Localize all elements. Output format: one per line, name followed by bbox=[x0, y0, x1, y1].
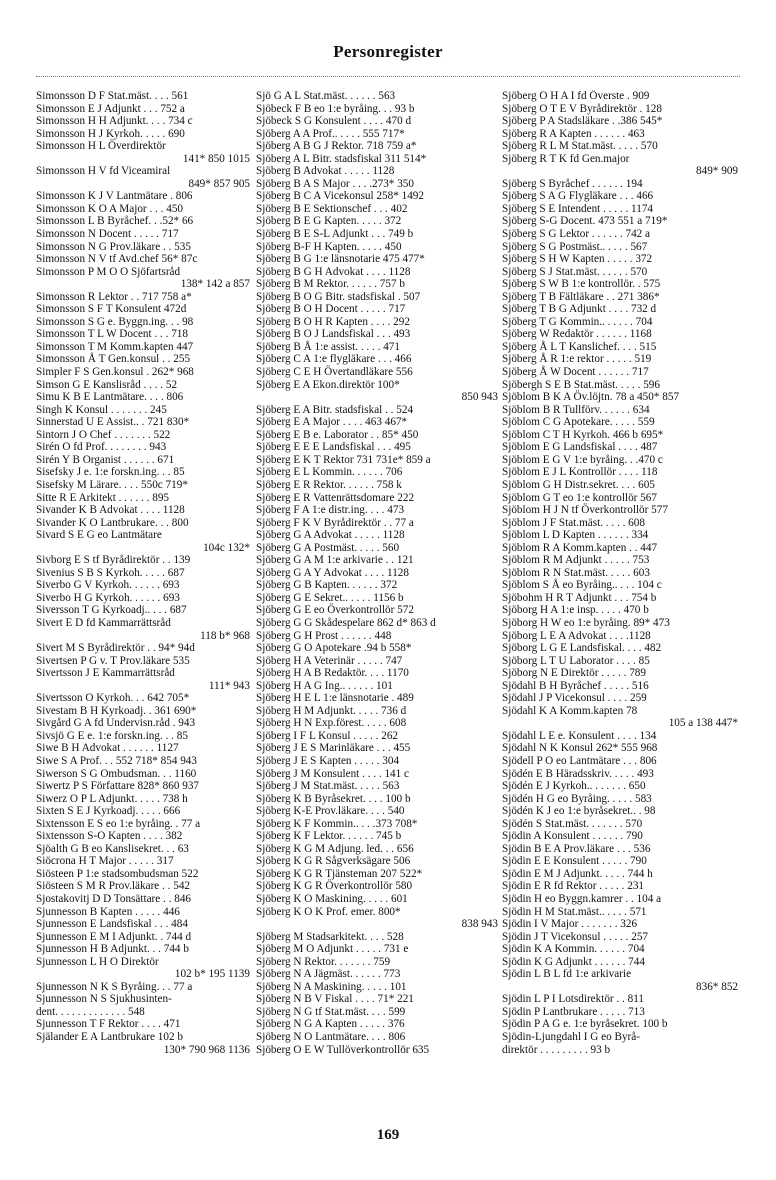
register-entry-line: Sisefsky J e. 1:e forskn.ing. . . 85 bbox=[36, 466, 185, 479]
register-entry-line: Sjöberg K G M Adjung. led. . . 656 bbox=[256, 842, 414, 855]
register-entry-line: Sjöblom L D Kapten . . . . . . 334 bbox=[502, 529, 649, 542]
register-entry-line: Sjostakovitj D D Tonsättare . . 846 bbox=[36, 893, 192, 905]
register-entry-line: Singh K Konsul . . . . . . . 245 bbox=[36, 403, 167, 416]
register-entry-line: Sivander K O Lantbrukare. . . 800 bbox=[36, 516, 189, 529]
register-entry-line: Sjöberg R A Kapten . . . . . . 463 bbox=[502, 127, 645, 140]
register-entry-line: Sjöborg H W eo 1:e byråing. 89* 473 bbox=[502, 616, 670, 629]
register-entry-line: Sjöberg Å R 1:e rektor . . . . . 519 bbox=[502, 353, 652, 366]
register-entry-line: Sjöberg K O K Prof. emer. 800* bbox=[256, 905, 401, 918]
register-entry-line: Sjöberg K B Byråsekret. . . . 100 b bbox=[256, 792, 411, 805]
register-entry-line: Sjöberg G A Postmäst. . . . . 560 bbox=[256, 541, 400, 554]
register-entry-line: Sjöberg G E eo Överkontrollör 572 bbox=[256, 604, 414, 617]
register-entry-line: Sjödin E R fd Rektor . . . . . 231 bbox=[502, 880, 645, 893]
register-entry-line: Sjöberg H E L 1:e länsnotarie . 489 bbox=[256, 692, 414, 705]
register-entry-line: Sinnerstad U E Assist.. . 721 830* bbox=[36, 416, 190, 429]
register-entry-line: 104c 132* bbox=[203, 541, 250, 554]
register-entry-line: Sjöberg S-G Docent. 473 551 a 719* bbox=[502, 215, 668, 228]
register-entry-line: Sjunnesson N K S Byråing. . . 77 a bbox=[36, 980, 193, 993]
register-entry-line: Sitte R E Arkitekt . . . . . . 895 bbox=[36, 491, 170, 504]
register-entry-line: Sjöblom J F Stat.mäst. . . . . 608 bbox=[502, 516, 645, 529]
register-entry-line: Sjöberg B O H R Kapten . . . . 292 bbox=[256, 315, 410, 328]
register-entry-line: Sjödin A Konsulent . . . . . . 790 bbox=[502, 830, 643, 843]
register-entry-line: Sjöberg N G tf Stat.mäst. . . . 599 bbox=[256, 1005, 406, 1018]
register-entry-line: Sjödin K G Adjunkt . . . . . . 744 bbox=[502, 955, 645, 968]
register-entry-line: Sjöblom C G Apotekare. . . . . 559 bbox=[502, 416, 655, 429]
register-column-1 bbox=[36, 90, 250, 1056]
register-entry-line: Sjöborg L T U Laborator . . . . 85 bbox=[502, 654, 650, 667]
register-entry-line: Sjöberg B O J Landsfiskal . . . 493 bbox=[256, 328, 411, 341]
register-entry-line: Sjöblom R M Adjunkt . . . . . 753 bbox=[502, 554, 650, 567]
register-entry-line: Sjödén K J eo 1:e byråsekret.. . 98 bbox=[502, 805, 656, 818]
register-entry-line: Sjöberg H A Veterinär . . . . . 747 bbox=[256, 654, 403, 667]
register-entry-line: Sjöberg K O Maskining. . . . . 601 bbox=[256, 893, 408, 905]
register-entry-line: Simson G E Kanslisråd . . . . 52 bbox=[36, 378, 178, 391]
register-entry-line: Sjöberg B O H Docent . . . . . 717 bbox=[256, 303, 406, 316]
register-entry-line: 105 a 138 447* bbox=[668, 717, 738, 730]
register-entry-line: Sjödén S Stat.mäst. . . . . . . 570 bbox=[502, 817, 643, 830]
register-entry-line: Simonsson T M Komm.kapten 447 bbox=[36, 340, 194, 353]
register-entry-line: Siwertz P S Författare 828* 860 937 bbox=[36, 780, 200, 793]
register-entry-line: Siwerz O P L Adjunkt. . . . . 738 h bbox=[36, 792, 188, 805]
register-entry-line: Sjödahl J P Vicekonsul . . . . 259 bbox=[502, 692, 647, 705]
register-entry-line: Sjöberg E R Rektor. . . . . . 758 k bbox=[256, 478, 402, 491]
register-entry-line: Sjöberg T G Kommin.. . . . . . 704 bbox=[502, 315, 653, 328]
register-entry-line: Sjöberg O H A I fd Överste . 909 bbox=[502, 90, 650, 102]
register-entry-line: Sivard S E G eo Lantmätare bbox=[36, 529, 162, 542]
register-entry-line: Sjöblom C T H Kyrkoh. 466 b 695* bbox=[502, 428, 664, 441]
register-entry-line: Sjöborg L G E Landsfiskal. . . . 482 bbox=[502, 642, 662, 655]
register-entry-line: Sjöberg N Rektor. . . . . . . 759 bbox=[256, 955, 391, 968]
register-entry-line: Simonsson H L Överdirektör bbox=[36, 140, 166, 153]
register-entry-line: Sjöberg A B G J Rektor. 718 759 a* bbox=[256, 140, 417, 153]
register-entry-line: Sivert E D fd Kammarrättsråd bbox=[36, 616, 171, 629]
register-entry-line: Sjöberg E E E Landsfiskal . . . 495 bbox=[256, 441, 411, 454]
register-entry-line: Sjöblom B K A Öv.löjtn. 78 a 450* 857 bbox=[502, 391, 680, 404]
register-entry-line: Sjödin K A Kommin. . . . . . 704 bbox=[502, 943, 645, 956]
register-entry-line: direktör . . . . . . . . . 93 b bbox=[502, 1043, 611, 1056]
register-entry-line: Simonsson H H Adjunkt. . . . 734 c bbox=[36, 115, 193, 128]
register-entry-line: Sjöberg S A G Flygläkare . . . 466 bbox=[502, 190, 654, 203]
register-entry-line: Sjöberg B E Sektionschef . . . 402 bbox=[256, 202, 408, 215]
register-entry-line: 141* 850 1015 bbox=[182, 152, 250, 165]
register-entry-line: Sjöberg R T K fd Gen.major bbox=[502, 152, 630, 165]
register-column-3 bbox=[502, 90, 738, 1056]
register-entry-line: 849* 857 905 bbox=[188, 177, 250, 190]
register-entry-line: Sjöblom E G V 1:e byråing. . .470 c bbox=[502, 453, 663, 466]
register-entry-line: 838 943 bbox=[461, 918, 498, 931]
register-entry-line: Siwerson S G Ombudsman. . . 1160 bbox=[36, 767, 197, 780]
register-entry-line: Sjöbergh S E B Stat.mäst. . . . . 596 bbox=[502, 378, 660, 391]
register-entry-line: Sjunnesson H B Adjunkt. . . 744 b bbox=[36, 943, 189, 956]
register-entry-line: Sivenius S B S Kyrkoh. . . . . 687 bbox=[36, 566, 185, 579]
register-entry-line: Simonsson N G Prov.läkare . . 535 bbox=[36, 240, 191, 253]
register-entry-line: Sjödin E E Konsulent . . . . . 790 bbox=[502, 855, 647, 868]
register-entry-line: Själander E A Lantbrukare 102 b bbox=[36, 1031, 183, 1044]
register-entry-line: Sixtensson E S eo 1:e byråing. . 77 a bbox=[36, 817, 201, 830]
register-entry-line: Simonsson H V fd Viceamiral bbox=[36, 165, 171, 178]
register-entry-line: Siverbo H G Kyrkoh. . . . . . 693 bbox=[36, 591, 180, 604]
register-entry-line: Sjöberg Å W Docent . . . . . . 717 bbox=[502, 366, 649, 379]
register-entry-line: Simonsson L B Byråchef. . .52* 66 bbox=[36, 215, 194, 228]
register-entry-line: Simonsson Å T Gen.konsul . . 255 bbox=[36, 353, 191, 366]
register-entry-line: Sjöberg G G Skådespelare 862 d* 863 d bbox=[256, 616, 436, 629]
register-entry-line: Sjöberg B G 1:e länsnotarie 475 477* bbox=[256, 253, 425, 266]
register-entry-line: Sjöberg E A Ekon.direktör 100* bbox=[256, 378, 400, 391]
register-entry-line: Siwe S A Prof. . . 552 718* 854 943 bbox=[36, 754, 197, 767]
register-entry-line: Sjöberg K-E Prov.läkare. . . . 540 bbox=[256, 805, 405, 818]
register-entry-line: Sjödin I V Major . . . . . . . 326 bbox=[502, 918, 638, 931]
register-entry-line: Simonsson R Lektor . . 717 758 a* bbox=[36, 290, 192, 303]
register-entry-line: Sjöblom G H Distr.sekret. . . . 605 bbox=[502, 478, 655, 491]
register-entry-line: Sjöberg A A Prof.. . . . . 555 717* bbox=[256, 127, 405, 140]
register-entry-line: Sivgård G A fd Undervisn.råd . 943 bbox=[36, 717, 196, 730]
register-entry-line: Sjöberg H N Exp.förest. . . . . 608 bbox=[256, 717, 407, 730]
register-entry-line: Sjöberg E R Vattenrättsdomare 222 bbox=[256, 491, 415, 504]
register-entry-line: Sjunnesson B Kapten . . . . . 446 bbox=[36, 905, 180, 918]
register-entry-line: Sivertsson O Kyrkoh. . . 642 705* bbox=[36, 692, 190, 705]
register-entry-line: Sivestam B H Kyrkoadj. . 361 690* bbox=[36, 704, 197, 717]
register-entry-line: Simonsson N V tf Avd.chef 56* 87c bbox=[36, 253, 198, 266]
register-entry-line: Sjöborg L E A Advokat . . . .1128 bbox=[502, 629, 651, 642]
register-entry-line: Simonsson E J Adjunkt . . . 752 a bbox=[36, 102, 185, 115]
register-entry-line: Sjöblom H J N tf Överkontrollör 577 bbox=[502, 504, 668, 517]
register-entry-line: Sjödin P Lantbrukare . . . . . 713 bbox=[502, 1005, 645, 1018]
register-entry-line: Sjöberg A L Bitr. stadsfiskal 311 514* bbox=[256, 152, 427, 165]
register-entry-line: Sjödin H M Stat.mäst.. . . . . 571 bbox=[502, 905, 647, 918]
register-entry-line: Sjöberg R L M Stat.mäst. . . . . 570 bbox=[502, 140, 658, 153]
register-entry-line: Sjöberg E A Bitr. stadsfiskal . . 524 bbox=[256, 403, 414, 416]
register-entry-line: 849* 909 bbox=[696, 165, 738, 178]
register-entry-line: Sjödahl N K Konsul 262* 555 968 bbox=[502, 742, 658, 755]
register-entry-line: Sjöberg K F Kommin.. . . .373 708* bbox=[256, 817, 418, 830]
register-entry-line: Sjöalth G B eo Kanslisekret. . . 63 bbox=[36, 842, 189, 855]
register-entry-line: Sivert M S Byrådirektör . . 94* 94d bbox=[36, 642, 195, 655]
register-entry-line: Sjöblom S Å eo Byråing.. . . . 104 c bbox=[502, 579, 662, 592]
register-entry-line: Sjöborg N E Direktör . . . . . 789 bbox=[502, 667, 646, 680]
register-entry-line: Sjöberg H M Adjunkt. . . . . 736 d bbox=[256, 704, 407, 717]
register-entry-line: Sjöbeck F B eo 1:e byråing. . . 93 b bbox=[256, 102, 415, 115]
register-entry-line: Sjöberg N B V Fiskal . . . . 71* 221 bbox=[256, 993, 414, 1006]
register-entry-line: Sjöberg I F L Konsul . . . . . 262 bbox=[256, 729, 399, 742]
register-entry-line: Sjödin L B L fd 1:e arkivarie bbox=[502, 968, 632, 981]
register-entry-line: Sjödin-Ljungdahl I G eo Byrå- bbox=[502, 1031, 640, 1044]
register-entry-line: Sjöberg G B Kapten. . . . . . 372 bbox=[256, 579, 398, 592]
register-entry-line: Simonsson T L W Docent . . . 718 bbox=[36, 328, 188, 341]
register-entry-line: Sjöberg N O Lantmätare. . . . 806 bbox=[256, 1031, 406, 1044]
register-entry-line: Sjöberg C E H Övertandläkare 556 bbox=[256, 366, 413, 379]
register-entry-line: Simonsson H J Kyrkoh. . . . . 690 bbox=[36, 127, 185, 140]
register-entry-line: Sjöblom B R Tullförv. . . . . . 634 bbox=[502, 403, 650, 416]
register-entry-line: Sjöberg G A M 1:e arkivarie . . 121 bbox=[256, 554, 414, 567]
register-entry-line: Sisefsky M Lärare. . . . 550c 719* bbox=[36, 478, 188, 491]
register-entry-line: Sjöberg Å L T Kanslichef. . . . 515 bbox=[502, 340, 657, 353]
register-entry-line: 138* 142 a 857 bbox=[180, 278, 250, 291]
register-entry-line: Sjunnesson E Landsfiskal . . . 484 bbox=[36, 918, 188, 931]
register-entry-line: Sjöberg K G R Tjänsteman 207 522* bbox=[256, 867, 423, 880]
register-entry-line: Sixtensson S-O Kapten . . . . 382 bbox=[36, 830, 183, 843]
register-entry-line: Sjöberg W Redaktör . . . . . . 1168 bbox=[502, 328, 652, 341]
register-entry-line: Sjöberg G E Sekret.. . . . . 1156 b bbox=[256, 591, 404, 604]
register-entry-line: Sjöberg K G R Sågverksägare 506 bbox=[256, 855, 411, 868]
register-entry-line: Sjöberg E B e. Laborator . . 85* 450 bbox=[256, 428, 419, 441]
register-entry-line: Sixten S E J Kyrkoadj. . . . . 666 bbox=[36, 805, 181, 818]
register-entry-line: Sjöberg E L Kommin. . . . . . 706 bbox=[256, 466, 403, 479]
register-entry-line: Sjöberg S H W Kapten . . . . . 372 bbox=[502, 253, 653, 266]
register-entry-line: Sjöberg S J Stat.mäst. . . . . . 570 bbox=[502, 265, 648, 278]
register-entry-line: Simonsson S G e. Byggn.ing. . . 98 bbox=[36, 315, 194, 328]
page-header-title: Personregister bbox=[333, 42, 443, 61]
register-entry-line: Sjöberg J E S Kapten . . . . . 304 bbox=[256, 754, 400, 767]
register-entry-line: Sjöblom R A Komm.kapten . . 447 bbox=[502, 541, 658, 554]
register-entry-line: Sivborg E S tf Byrådirektör . . 139 bbox=[36, 554, 191, 567]
register-entry-line: Sjödin J T Vicekonsul . . . . . 257 bbox=[502, 930, 649, 943]
register-entry-line: Sjöberg G A Advokat . . . . . 1128 bbox=[256, 529, 405, 542]
register-entry-line: Sjöberg B-F H Kapten. . . . . 450 bbox=[256, 240, 402, 253]
register-entry-line: Sjöberg F K V Byrådirektör . . 77 a bbox=[256, 516, 414, 529]
register-entry-line: Sivertsson J E Kammarrättsråd bbox=[36, 667, 175, 680]
register-entry-line: Sjöberg G A Y Advokat . . . . 1128 bbox=[256, 566, 409, 579]
register-entry-line: Sjunnesson L H O Direktör bbox=[36, 955, 159, 968]
register-entry-line: Sjöberg S G Lektor . . . . . . 742 a bbox=[502, 228, 651, 241]
register-entry-line: 111* 943 bbox=[208, 679, 250, 692]
register-entry-line: Sjunnesson N S Sjukhusinten- bbox=[36, 993, 172, 1006]
register-entry-line: Siösteen P 1:e stadsombudsman 522 bbox=[36, 867, 199, 880]
register-entry-line: Sjöberg F A 1:e distr.ing. . . . 473 bbox=[256, 504, 405, 517]
register-entry-line: Sivander K B Advokat . . . . 1128 bbox=[36, 504, 185, 517]
register-entry-line: Sjödén H G eo Byråing. . . . . 583 bbox=[502, 792, 652, 805]
register-entry-line: Sjödin E M J Adjunkt. . . . . 744 h bbox=[502, 867, 653, 880]
register-entry-line: Sjöberg B Advokat . . . . . 1128 bbox=[256, 165, 395, 178]
page-number: 169 bbox=[376, 1127, 400, 1143]
register-entry-line: Sjödahl K A Komm.kapten 78 bbox=[502, 704, 638, 717]
register-entry-line: Sjunnesson E M I Adjunkt. . 744 d bbox=[36, 930, 192, 943]
register-entry-line: Sjödell P O eo Lantmätare . . . 806 bbox=[502, 754, 657, 767]
register-entry-line: Sjödin B E A Prov.läkare . . . 536 bbox=[502, 842, 651, 855]
register-entry-line: Sjöberg H A B Redaktör. . . . 1170 bbox=[256, 667, 409, 680]
register-entry-line: Sjöberg B Å 1:e assist. . . . . 471 bbox=[256, 340, 400, 353]
register-entry-line: Sjödén E J Kyrkoh.. . . . . . . 650 bbox=[502, 780, 646, 793]
register-entry-line: Sjödahl L E e. Konsulent . . . . 134 bbox=[502, 729, 657, 742]
register-entry-line: Sjödahl B H Byråchef . . . . . 516 bbox=[502, 679, 649, 692]
register-entry-line: Sjöberg T B G Adjunkt . . . . 732 d bbox=[502, 303, 657, 316]
register-entry-line: Simu K B E Lantmätare. . . . 806 bbox=[36, 391, 184, 404]
register-entry-line: Sjöberg H A G Ing.. . . . . . 101 bbox=[256, 679, 393, 692]
register-entry-line: 130* 790 968 1136 bbox=[163, 1043, 250, 1056]
register-entry-line: Sjöberg E K T Rektor 731 731e* 859 a bbox=[256, 453, 431, 466]
register-entry-line: Simonsson K O A Major . . . 450 bbox=[36, 202, 184, 215]
register-entry-line: Sirén Y B Organist . . . . . . 671 bbox=[36, 453, 175, 466]
register-entry-line: Sivsjö G E e. 1:e forskn.ing. . . 85 bbox=[36, 729, 188, 742]
register-entry-line: Sjöberg B A S Major . . . .273* 350 bbox=[256, 177, 414, 190]
register-entry-line: Sjöberg S Byråchef . . . . . . 194 bbox=[502, 177, 643, 190]
register-entry-line: Sjöberg B C A Vicekonsul 258* 1492 bbox=[256, 190, 424, 203]
register-entry-line: Sjöberg B E S-L Adjunkt . . . 749 b bbox=[256, 228, 414, 241]
register-entry-line: Siöcrona H T Major . . . . . 317 bbox=[36, 855, 174, 868]
register-entry-line: Simonsson N Docent . . . . . 717 bbox=[36, 228, 179, 241]
register-entry-line: Sjöberg M O Adjunkt . . . . . 731 e bbox=[256, 943, 409, 956]
register-entry-line: Sjöberg S E Intendent . . . . . 1174 bbox=[502, 202, 654, 215]
register-entry-line: Sjöberg N A Maskining. . . . . 101 bbox=[256, 980, 407, 993]
register-entry-line: dent. . . . . . . . . . . . . 548 bbox=[36, 1005, 145, 1018]
register-entry-line: Sintorn J O Chef . . . . . . . 522 bbox=[36, 428, 171, 441]
register-entry-line: Sjöborg H A 1:e insp. . . . . 470 b bbox=[502, 604, 649, 617]
register-entry-line: Sjöberg B G H Advokat . . . . 1128 bbox=[256, 265, 411, 278]
register-entry-line: Sjöbeck S G Konsulent . . . . 470 d bbox=[256, 115, 412, 128]
register-entry-line: Sjödén E B Häradsskriv. . . . . 493 bbox=[502, 767, 654, 780]
register-entry-line: Sjöberg B E G Kapten. . . . . 372 bbox=[256, 215, 402, 228]
register-entry-line: Siwe B H Advokat . . . . . . 1127 bbox=[36, 742, 179, 755]
register-entry-line: Sjöberg K G R Överkontrollör 580 bbox=[256, 880, 413, 893]
register-entry-line: Sjöberg J M Stat.mäst. . . . . 563 bbox=[256, 780, 400, 793]
register-entry-line: Sjöberg O T E V Byrådirektör . 128 bbox=[502, 102, 662, 115]
register-entry-line: Sjöberg N A Jägmäst. . . . . . 773 bbox=[256, 968, 401, 981]
register-entry-line: Simonsson D F Stat.mäst. . . . 561 bbox=[36, 90, 189, 102]
register-entry-line: Sjöblom G T eo 1:e kontrollör 567 bbox=[502, 491, 657, 504]
register-entry-line: Sjöberg G H Prost . . . . . . 448 bbox=[256, 629, 392, 642]
register-entry-line: Sjöbohm H R T Adjunkt . . . 754 b bbox=[502, 591, 657, 604]
register-entry-line: Simonsson K J V Lantmätare . 806 bbox=[36, 190, 193, 203]
register-entry-line: 102 b* 195 1139 bbox=[174, 968, 250, 981]
register-entry-line: Simonsson P M O O Sjöfartsråd bbox=[36, 265, 181, 278]
register-entry-line: Siösteen S M R Prov.läkare . . 542 bbox=[36, 880, 191, 893]
register-entry-line: Sirén O fd Prof. . . . . . . . 943 bbox=[36, 441, 167, 454]
register-entry-line: Simpler F S Gen.konsul . 262* 968 bbox=[36, 366, 194, 379]
register-entry-line: Sjöblom R N Stat.mäst. . . . . 603 bbox=[502, 566, 650, 579]
register-entry-line: Sjöberg E A Major . . . . 463 467* bbox=[256, 416, 408, 429]
register-entry-line: Sjöberg K F Lektor. . . . . . 745 b bbox=[256, 830, 402, 843]
register-entry-line: Sjöberg C A 1:e flygläkare . . . 466 bbox=[256, 353, 412, 366]
register-entry-line: 836* 852 bbox=[696, 980, 738, 993]
register-entry-line: Sjöberg G O Apotekare .94 b 558* bbox=[256, 642, 412, 655]
register-entry-line: Sjödin P A G e. 1:e byråsekret. 100 b bbox=[502, 1018, 668, 1031]
register-entry-line: Sivertsen P G v. T Prov.läkare 535 bbox=[36, 654, 190, 667]
register-entry-line: 850 943 bbox=[461, 391, 498, 404]
register-entry-line: Sjöberg P A Stadsläkare . .386 545* bbox=[502, 115, 663, 128]
register-entry-line: Sjöberg S G Postmäst.. . . . . 567 bbox=[502, 240, 648, 253]
register-entry-line: Sjöberg M Stadsarkitekt. . . . 528 bbox=[256, 930, 404, 943]
register-entry-line: Sjöberg S W B 1:e kontrollör. . 575 bbox=[502, 278, 661, 291]
register-entry-line: Sjöberg B O G Bitr. stadsfiskal . 507 bbox=[256, 290, 421, 303]
register-entry-line: 118 b* 968 bbox=[200, 629, 250, 642]
register-entry-line: Sjöblom E J L Kontrollör . . . . 118 bbox=[502, 466, 658, 479]
register-entry-line: Sjöberg T B Fältläkare . . 271 386* bbox=[502, 290, 660, 303]
register-entry-line: Sjöberg J E S Marinläkare . . . 455 bbox=[256, 742, 411, 755]
register-entry-line: Sjödin L P I Lotsdirektör . . 811 bbox=[502, 993, 645, 1006]
register-column-2 bbox=[256, 90, 498, 1056]
register-entry-line: Siverbo G V Kyrkoh. . . . . . 693 bbox=[36, 579, 180, 592]
register-entry-line: Sjödin H eo Byggn.kamrer . . 104 a bbox=[502, 893, 662, 905]
register-entry-line: Sjöberg B M Rektor. . . . . . 757 b bbox=[256, 278, 405, 291]
register-entry-line: Sjunnesson T F Rektor . . . . 471 bbox=[36, 1018, 181, 1031]
register-entry-line: Sjöberg J M Konsulent . . . . 141 c bbox=[256, 767, 409, 780]
register-entry-line: Siversson T G Kyrkoadj.. . . . 687 bbox=[36, 604, 187, 617]
register-entry-line: Simonsson S F T Konsulent 472d bbox=[36, 303, 187, 316]
register-entry-line: Sjöblom E G Landsfiskal . . . . 487 bbox=[502, 441, 658, 454]
register-entry-line: Sjöberg O E W Tullöverkontrollör 635 bbox=[256, 1043, 430, 1056]
register-entry-line: Sjöberg N G A Kapten . . . . . 376 bbox=[256, 1018, 405, 1031]
header-rule bbox=[36, 76, 740, 77]
register-entry-line: Sjö G A L Stat.mäst. . . . . . 563 bbox=[256, 90, 396, 102]
